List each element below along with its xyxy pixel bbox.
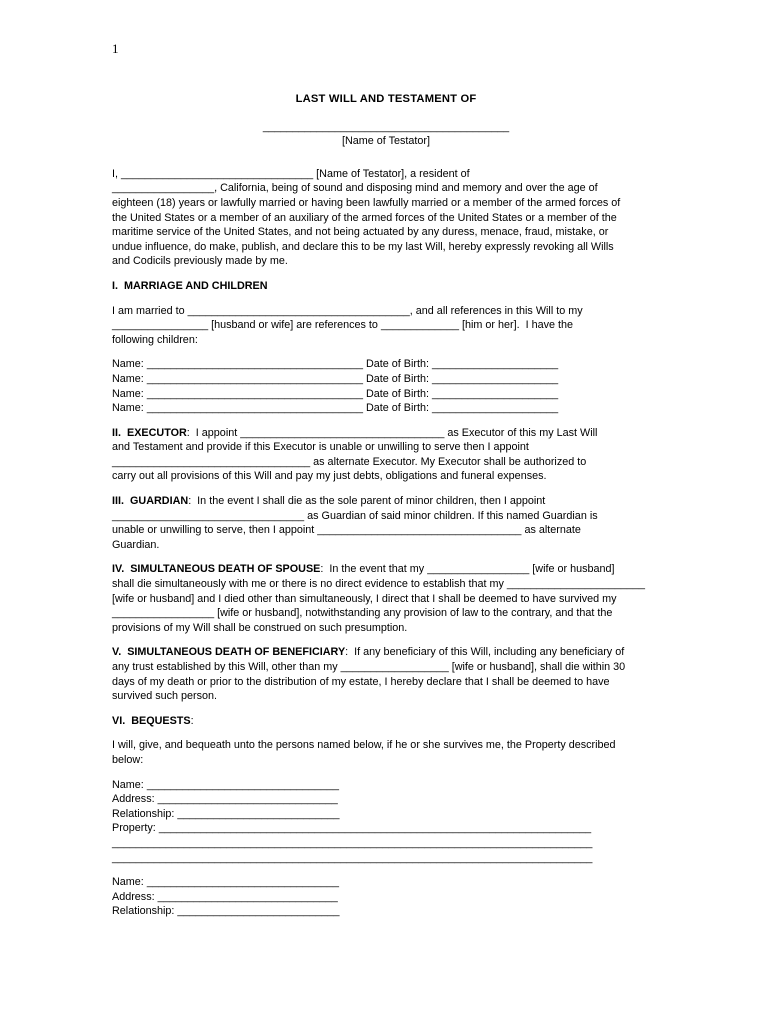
section-marriage-heading [112, 279, 660, 294]
fill-blank[interactable]: _____________________ [432, 402, 559, 415]
text-segment: : [190, 714, 194, 727]
text-segment: provisions of my Will shall be construed on such presumption. [112, 621, 408, 634]
text-line [112, 455, 660, 470]
text-line [112, 753, 660, 768]
fill-blank[interactable]: __________________________________ [240, 426, 445, 439]
text-segment: Name: [112, 778, 147, 791]
text-line [112, 240, 660, 255]
fill-blank[interactable]: __________________ [340, 661, 449, 673]
fill-blank[interactable]: ________________________________ [121, 167, 314, 180]
text-line [112, 279, 660, 294]
text-segment: days of my death or prior to the distribution of my estate, I hereby declare that I shall be deemed to have [112, 675, 610, 688]
fill-blank[interactable]: _________________________________ [112, 455, 311, 468]
bequest-entry-2 [112, 875, 660, 919]
text-segment: Property: [112, 822, 159, 835]
text-segment: Name: [112, 387, 147, 400]
text-line [112, 538, 660, 553]
fill-blank[interactable]: __________________________________ [317, 524, 522, 537]
text-line [112, 778, 660, 793]
text-segment: unable or unwilling to serve, then I appoint [112, 524, 318, 537]
fill-blank[interactable]: _____________________________________ [187, 304, 410, 317]
text-line [112, 134, 660, 149]
text-line [112, 254, 660, 269]
text-line [112, 660, 660, 675]
text-line [112, 836, 660, 851]
text-line [112, 426, 660, 441]
text-segment: V. SIMULTANEOUS DEATH OF BENEFICIARY [112, 646, 346, 659]
text-line [112, 211, 660, 226]
text-segment: I am married to [112, 304, 188, 317]
text-line [112, 675, 660, 690]
section-marriage-paragraph [112, 304, 660, 348]
testator-name-block [112, 120, 660, 149]
text-line [112, 606, 660, 621]
text-line [112, 689, 660, 704]
opening-paragraph [112, 167, 660, 269]
fill-blank[interactable]: _________________________________________ [262, 120, 510, 133]
section-simultaneous-death-of-spouse [112, 562, 660, 635]
text-segment: Date of Birth: [362, 372, 432, 385]
text-segment: Date of Birth: [362, 387, 432, 400]
fill-blank[interactable]: _____________ [380, 319, 459, 332]
text-line [112, 875, 660, 890]
text-segment: [wife or husband], notwithstanding any provision of law to the contrary, and that the [214, 607, 613, 620]
fill-blank[interactable]: ___________________________ [177, 807, 340, 820]
text-line [112, 225, 660, 240]
text-segment: I. MARRIAGE AND CHILDREN [112, 279, 268, 292]
text-segment: Relationship: [112, 807, 178, 820]
text-segment: [him or her]. I have the [459, 319, 574, 332]
text-segment: any trust established by this Will, other than my [112, 661, 341, 673]
page-number: 1 [112, 41, 119, 56]
text-segment: following children: [112, 333, 198, 346]
section-guardian [112, 494, 660, 552]
text-segment: the United States or a member of an auxiliary of the armed forces of the United States or a member of the [112, 211, 617, 224]
text-segment: shall die simultaneously with me or there is no direct evidence to establish that my [112, 578, 507, 591]
text-line [112, 304, 660, 319]
text-line [112, 807, 660, 822]
text-segment: Name: [112, 358, 147, 371]
bequest-entry-1 [112, 778, 660, 866]
text-line [112, 509, 660, 524]
text-segment: carry out all provisions of this Will and pay my just debts, obligations and funeral expenses. [112, 470, 547, 483]
fill-blank[interactable]: _________________ [112, 607, 215, 620]
text-segment: : In the event that my [320, 563, 428, 576]
text-line [112, 645, 660, 660]
fill-blank[interactable]: ______________________________ [157, 890, 338, 903]
fill-blank[interactable]: _______________________ [506, 578, 645, 591]
fill-blank[interactable]: ______________________________ [157, 793, 338, 806]
text-line [112, 714, 660, 729]
text-segment: and Codicils previously made by me. [112, 255, 288, 268]
fill-blank[interactable]: ________________ [112, 319, 209, 332]
text-segment: below: [112, 753, 144, 766]
text-line [112, 494, 660, 509]
fill-blank[interactable]: ________________________________ [112, 509, 305, 522]
fill-blank[interactable]: ________________________________________________________________________ [158, 822, 592, 835]
text-segment: Guardian. [112, 538, 160, 551]
text-segment: [Name of Testator] [341, 135, 430, 148]
text-segment: Name: [112, 402, 147, 415]
text-line [112, 387, 660, 402]
text-line [112, 440, 660, 455]
fill-blank[interactable]: ____________________________________ [146, 372, 363, 385]
text-segment: and Testament and provide if this Executor is unable or unwilling to serve then I appoint [112, 441, 529, 454]
text-segment: , California, being of sound and disposing mind and memory and over the age of [214, 182, 598, 195]
text-line [112, 890, 660, 905]
section-bequests-heading [112, 714, 660, 729]
text-segment: : In the event I shall die as the sole parent of minor children, then I appoint [188, 495, 546, 508]
text-line [112, 167, 660, 182]
text-segment: [wife or husband], shall die within 30 [448, 661, 626, 673]
text-segment: II. EXECUTOR [112, 426, 187, 439]
text-segment: Date of Birth: [362, 402, 432, 415]
fill-blank[interactable]: _____________________ [432, 387, 559, 400]
text-line [112, 523, 660, 538]
text-line [112, 738, 660, 753]
text-segment: as Executor of this my Last Will [444, 426, 598, 439]
text-segment: as alternate [521, 524, 581, 537]
section-executor [112, 426, 660, 484]
fill-blank[interactable]: ________________________________ [146, 778, 339, 791]
fill-blank[interactable]: ___________________________ [177, 905, 340, 918]
children-list [112, 357, 660, 415]
fill-blank[interactable]: _____________________ [432, 372, 559, 385]
text-segment: Name: [112, 876, 147, 889]
text-line [112, 577, 660, 592]
text-line [112, 357, 660, 372]
text-line [112, 401, 660, 416]
fill-blank[interactable]: _____________________ [432, 358, 559, 371]
text-segment: eighteen (18) years or lawfully married or having been lawfully married or a member of the armed forces of [112, 196, 621, 209]
fill-blank[interactable]: ____________________________________ [146, 387, 363, 400]
text-line [112, 372, 660, 387]
text-segment: VI. BEQUESTS [112, 714, 191, 727]
document-title: LAST WILL AND TESTAMENT OF [295, 93, 477, 105]
text-segment: I will, give, and bequeath unto the persons named below, if he or she survives me, the Property described [112, 739, 616, 752]
text-segment: Relationship: [112, 905, 178, 918]
text-segment: : If any beneficiary of this Will, including any beneficiary of [345, 646, 625, 659]
text-segment: [wife or husband] and I died other than simultaneously, I direct that I shall be deemed to have survived my [112, 592, 617, 605]
text-segment: [Name of Testator], a resident of [313, 167, 470, 180]
text-line [112, 120, 660, 135]
text-segment: as Guardian of said minor children. If this named Guardian is [304, 509, 598, 522]
text-segment: Address: [112, 793, 158, 806]
text-line [112, 821, 660, 836]
section-simultaneous-death-of-beneficiary [112, 645, 660, 703]
fill-blank[interactable]: ____________________________________ [146, 358, 363, 371]
fill-blank[interactable]: ____________________________________ [146, 402, 363, 415]
bequests-intro [112, 738, 660, 767]
text-segment: I, [112, 167, 121, 180]
text-line [112, 469, 660, 484]
fill-blank[interactable]: ________________________________________________________________________________ [112, 851, 593, 864]
fill-blank[interactable]: _________________ [427, 563, 530, 576]
text-line [112, 318, 660, 333]
fill-blank[interactable]: _________________ [112, 182, 215, 195]
text-line [112, 196, 660, 211]
text-segment: : I appoint [186, 426, 241, 439]
text-segment: Address: [112, 890, 158, 903]
text-line [112, 792, 660, 807]
text-line [112, 592, 660, 607]
text-line [112, 621, 660, 636]
text-line [112, 904, 660, 919]
text-segment: Date of Birth: [362, 358, 432, 371]
text-segment: as alternate Executor. My Executor shall be authorized to [310, 455, 587, 468]
text-segment: III. GUARDIAN [112, 495, 189, 508]
text-line [112, 851, 660, 866]
fill-blank[interactable]: ________________________________________________________________________________ [112, 836, 593, 849]
text-segment: [wife or husband] [529, 563, 615, 576]
text-segment: survived such person. [112, 690, 218, 703]
text-segment: undue influence, do make, publish, and declare this to be my last Will, hereby expressly revoking all Wills [112, 240, 614, 253]
text-line [112, 562, 660, 577]
text-line [112, 333, 660, 348]
text-segment: IV. SIMULTANEOUS DEATH OF SPOUSE [112, 563, 321, 576]
text-segment: , and all references in this Will to my [409, 304, 583, 317]
text-segment: maritime service of the United States, and not being actuated by any duress, menace, fraud, mistake, or [112, 226, 609, 239]
document-blocks [112, 120, 660, 919]
text-segment: Name: [112, 372, 147, 385]
fill-blank[interactable]: ________________________________ [146, 876, 339, 889]
text-segment: [husband or wife] are references to [208, 319, 381, 332]
text-line [112, 181, 660, 196]
